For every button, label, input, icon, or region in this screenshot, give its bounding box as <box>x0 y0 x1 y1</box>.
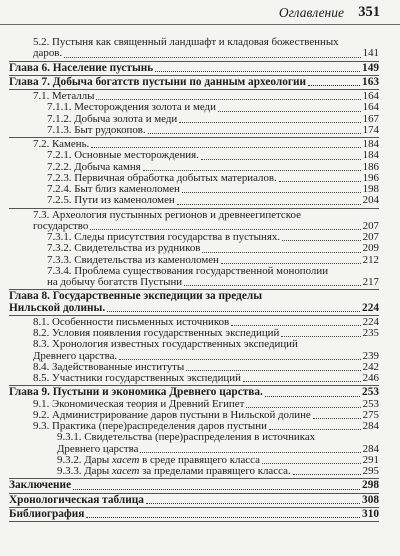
toc-entry-9-3-1[interactable]: 9.3.1. Свидетельства (пере)распределения в источниках Древнего царства 284 <box>57 431 379 455</box>
toc-entry-7-3-1[interactable]: 7.3.1. Следы присутствия государства в пустынях. 207 <box>47 231 379 243</box>
table-of-contents <box>9 37 379 523</box>
toc-entry-7-2-4[interactable]: 7.2.4. Быт близ каменоломен 198 <box>47 183 379 195</box>
toc-chapter-9[interactable]: Глава 9. Пустыни и экономика Древнего царства. 253 <box>9 386 379 399</box>
toc-entry-7-2-5[interactable]: 7.2.5. Пути из каменоломен 204 <box>47 194 379 207</box>
toc-chapter-8[interactable]: Глава 8. Государственные экспедиции за пределы Нильской долины. 224 <box>9 290 379 314</box>
toc-entry-7-3[interactable]: 7.3. Археология пустынных регионов и древнеегипетское государство 207 <box>33 208 379 232</box>
toc-bibliography[interactable]: Библиография 310 <box>9 507 379 520</box>
toc-entry-9-1[interactable]: 9.1. Экономическая теория и Древний Египет 253 <box>33 397 379 410</box>
toc-entry-8-3[interactable]: 8.3. Хронология известных государственных экспедиций Древнего царства. 239 <box>33 338 379 362</box>
divider <box>9 521 379 522</box>
toc-entry-7-1-3[interactable]: 7.1.3. Быт рудокопов. 174 <box>47 123 379 136</box>
toc-entry-8-2[interactable]: 8.2. Условия появления государственных экспедиций 235 <box>33 327 379 339</box>
toc-entry-7-3-3[interactable]: 7.3.3. Свидетельства из каменоломен 212 <box>47 253 379 266</box>
toc-entry-7-2-1[interactable]: 7.2.1. Основные месторождения. 184 <box>47 149 379 162</box>
toc-entry-9-3[interactable]: 9.3. Практика (пере)распределения даров пустыни 284 <box>33 420 379 432</box>
page-number: 351 <box>358 4 380 20</box>
toc-entry-7-3-4[interactable]: 7.3.4. Проблема существования государственной монополии на добычу богатств Пустыни 217 <box>47 264 379 288</box>
toc-entry-7-2[interactable]: 7.2. Камень. 184 <box>33 138 379 150</box>
toc-chapter-6[interactable]: Глава 6. Население пустынь 149 <box>9 61 379 74</box>
toc-entry-8-1[interactable]: 8.1. Особенности письменных источников 224 <box>33 315 379 328</box>
toc-conclusion[interactable]: Заключение 298 <box>9 479 379 492</box>
toc-entry-7-1-1[interactable]: 7.1.1. Месторождения золота и меди 164 <box>47 101 379 114</box>
running-header <box>0 0 400 25</box>
toc-entry-7-1-2[interactable]: 7.1.2. Добыча золота и меди 167 <box>47 112 379 125</box>
toc-chapter-7[interactable]: Глава 7. Добыча богатств пустыни по данным археологии 163 <box>9 75 379 88</box>
toc-entry-8-4[interactable]: 8.4. Задействованные институты 242 <box>33 360 379 373</box>
toc-entry-7-2-2[interactable]: 7.2.2. Добыча камня 186 <box>47 160 379 173</box>
toc-entry-7-3-2[interactable]: 7.3.2. Свидетельства из рудников 209 <box>47 242 379 255</box>
toc-entry-7-1[interactable]: 7.1. Металлы 164 <box>33 90 379 102</box>
toc-entry-9-3-3[interactable]: 9.3.3. Дары хасет за пределами правящего класса. 295 <box>57 465 379 477</box>
toc-entry-7-2-3[interactable]: 7.2.3. Первичная обработка добытых материалов. 196 <box>47 171 379 184</box>
toc-entry-9-2[interactable]: 9.2. Администрирование даров пустыни в Нильской долине 275 <box>33 408 379 421</box>
toc-entry-5-2[interactable]: 5.2. Пустыня как священный ландшафт и кладовая божественных даров. 141 <box>33 36 379 60</box>
toc-entry-8-5[interactable]: 8.5. Участники государственных экспедиций 246 <box>33 372 379 384</box>
toc-entry-9-3-2[interactable]: 9.3.2. Дары хасет в среде правящего класса 291 <box>57 453 379 466</box>
toc-chronology[interactable]: Хронологическая таблица 308 <box>9 493 379 506</box>
toc-page: 141 <box>362 47 379 60</box>
header-title: Оглавление <box>278 5 344 20</box>
